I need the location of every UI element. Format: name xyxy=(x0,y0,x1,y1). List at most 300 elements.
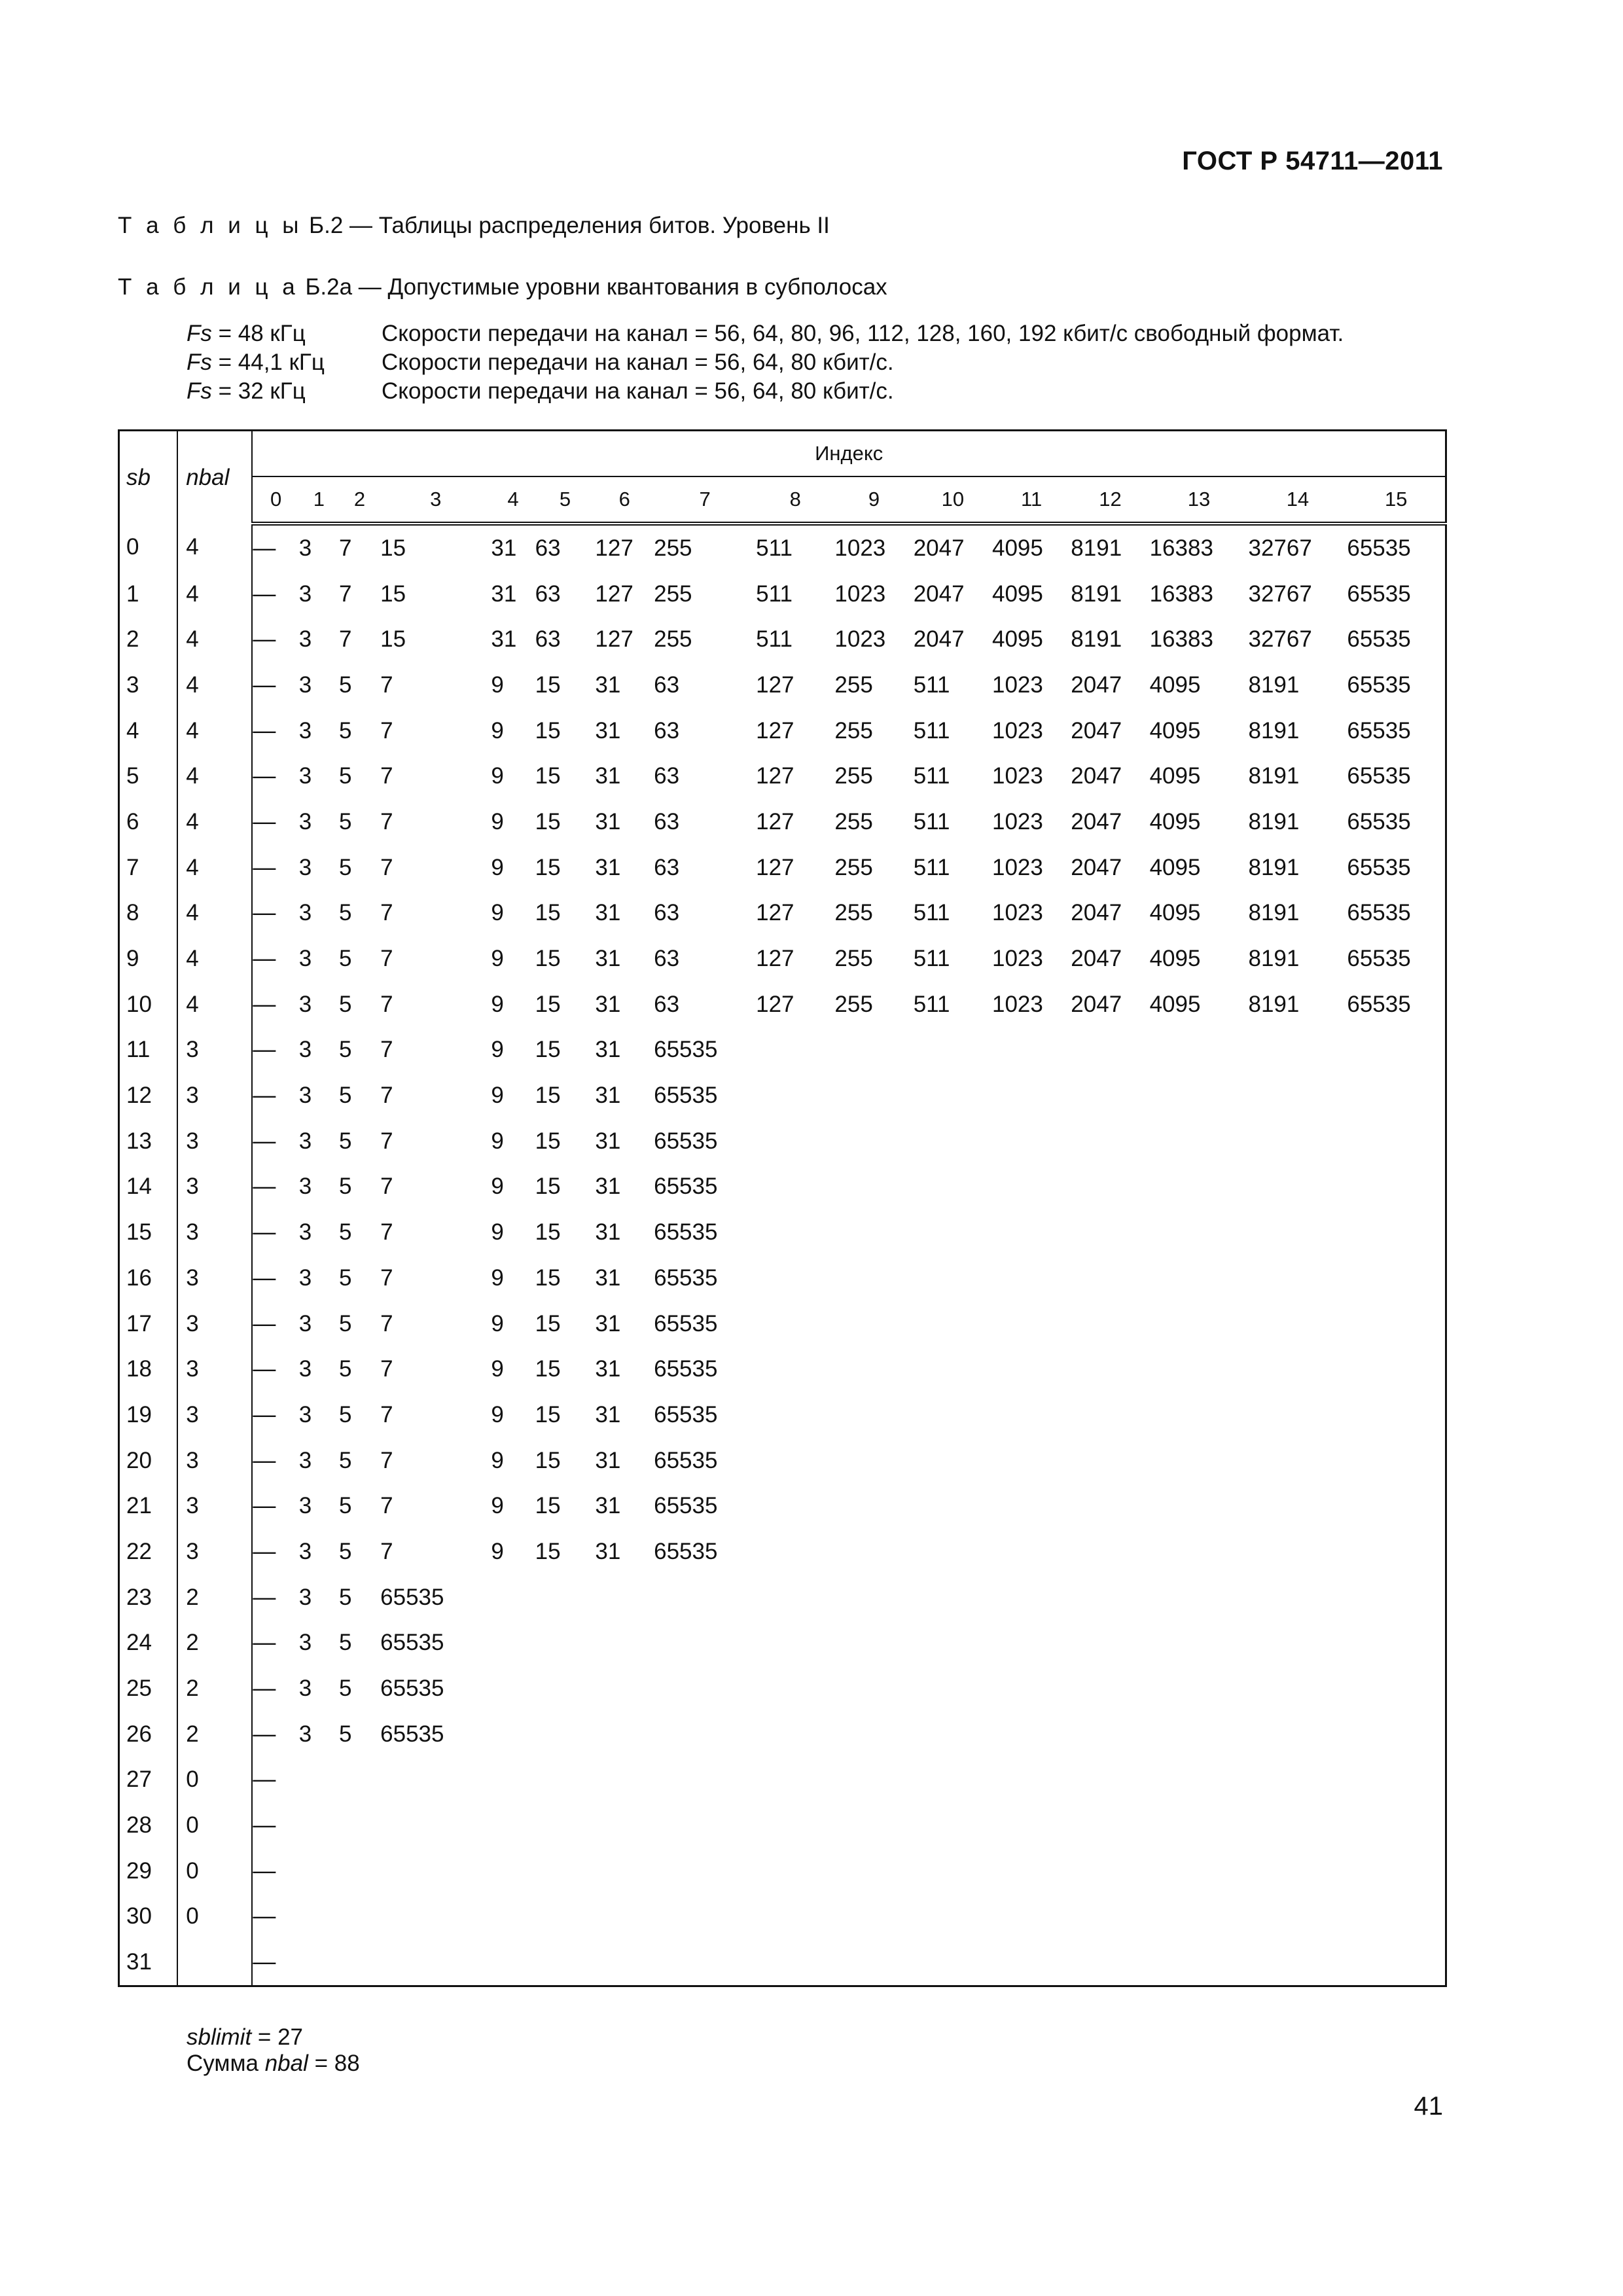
quant-level-cell: 63 xyxy=(654,672,680,698)
quant-level-cell: 511 xyxy=(913,991,950,1017)
quant-level-cell: 1023 xyxy=(834,535,886,561)
nbal-cell: 3 xyxy=(177,1301,252,1347)
quant-level-cell xyxy=(1071,1894,1149,1940)
index-col-header: 8 xyxy=(756,476,834,524)
quant-level-cell: 65535 xyxy=(1347,854,1411,880)
table-row xyxy=(119,1803,1446,1848)
nbal-cell: 4 xyxy=(177,662,252,708)
quant-level-cell xyxy=(654,1757,756,1803)
index-col-header: 15 xyxy=(1347,476,1446,524)
quant-level-cell xyxy=(756,1392,834,1438)
quant-level-cell: 31 xyxy=(595,1128,621,1154)
index-col-header: 2 xyxy=(339,476,380,524)
quant-level-cell: — xyxy=(253,1310,276,1336)
quant-level-cell: 8191 xyxy=(1248,854,1300,880)
quant-level-cell xyxy=(491,1939,535,1986)
quant-level-cell: 5 xyxy=(338,1265,352,1291)
quant-level-cell: 5 xyxy=(338,946,352,972)
quant-level-cell: 15 xyxy=(380,535,406,561)
quant-level-cell: 31 xyxy=(595,1265,621,1291)
index-col-header: 13 xyxy=(1150,476,1249,524)
quant-level-cell: 65535 xyxy=(1347,626,1411,653)
sb-cell: 9 xyxy=(119,936,178,982)
quant-level-cell: 7 xyxy=(380,1174,393,1200)
quant-level-cell: 7 xyxy=(380,1447,393,1473)
sblimit-symbol: sblimit xyxy=(187,2024,252,2050)
quant-level-cell: 127 xyxy=(756,946,794,972)
quant-level-cell: 9 xyxy=(491,763,504,789)
quant-level-cell: 15 xyxy=(535,1538,561,1564)
quant-level-cell: 8191 xyxy=(1248,808,1300,834)
quant-level-cell: 3 xyxy=(298,900,312,926)
quant-level-cell: 2047 xyxy=(1071,854,1122,880)
quant-level-cell xyxy=(1347,1346,1446,1392)
quant-level-cell: 31 xyxy=(595,1493,621,1519)
quant-level-cell xyxy=(1071,1346,1149,1392)
quant-level-cell: 4095 xyxy=(1149,991,1201,1017)
quant-level-cell xyxy=(1347,1803,1446,1848)
fs-symbol: Fs xyxy=(187,350,212,375)
quant-level-cell xyxy=(1347,1119,1446,1164)
quant-level-cell xyxy=(1248,1255,1347,1301)
quant-level-cell: 7 xyxy=(380,717,393,744)
quant-level-cell: 5 xyxy=(338,672,352,698)
quant-level-cell xyxy=(491,1666,535,1712)
quant-level-cell: 1023 xyxy=(992,717,1043,744)
quant-level-cell xyxy=(299,1757,339,1803)
quant-level-cell: 9 xyxy=(491,1310,504,1336)
table-row xyxy=(119,1848,1446,1894)
quant-level-cell xyxy=(1347,1073,1446,1119)
quant-level-cell: 3 xyxy=(298,1721,312,1747)
quant-level-cell: 1023 xyxy=(992,808,1043,834)
quant-level-cell xyxy=(992,1164,1071,1210)
quant-level-cell xyxy=(595,1712,654,1757)
sb-cell: 16 xyxy=(119,1255,178,1301)
quant-level-cell: 15 xyxy=(380,626,406,653)
quant-level-cell xyxy=(1347,1621,1446,1666)
quant-level-cell: 4095 xyxy=(1149,763,1201,789)
quant-level-cell: 8191 xyxy=(1248,717,1300,744)
quant-level-cell xyxy=(992,1119,1071,1164)
sb-cell: 1 xyxy=(119,571,178,617)
quant-level-cell xyxy=(834,1119,913,1164)
bitrate-text: Скорости передачи на канал = 56, 64, 80 кбит/с. xyxy=(382,350,894,375)
nbal-cell: 3 xyxy=(177,1438,252,1484)
sb-cell: 6 xyxy=(119,799,178,845)
quant-level-cell: 2047 xyxy=(1071,900,1122,926)
nbal-cell: 3 xyxy=(177,1164,252,1210)
quant-level-cell xyxy=(535,1757,596,1803)
sb-cell: 26 xyxy=(119,1712,178,1757)
quant-level-cell xyxy=(1071,1712,1149,1757)
quant-level-cell: 7 xyxy=(380,1310,393,1336)
quant-level-cell xyxy=(1150,1210,1249,1255)
quant-level-cell: 8191 xyxy=(1248,672,1300,698)
quant-level-cell: — xyxy=(253,1401,276,1427)
quant-level-cell: 15 xyxy=(535,1174,561,1200)
quant-level-cell: 31 xyxy=(491,581,517,607)
quant-level-cell xyxy=(1248,1621,1347,1666)
quant-level-cell xyxy=(1248,1210,1347,1255)
quant-level-cell: 5 xyxy=(338,1401,352,1427)
quant-level-cell: 5 xyxy=(338,717,352,744)
quant-level-cell: 1023 xyxy=(992,672,1043,698)
quant-level-cell xyxy=(992,1848,1071,1894)
quant-level-cell xyxy=(339,1848,380,1894)
quant-level-cell: 3 xyxy=(298,1538,312,1564)
quant-level-cell xyxy=(756,1757,834,1803)
quant-level-cell xyxy=(1347,1483,1446,1529)
quant-level-cell: 255 xyxy=(834,763,873,789)
sampling-rate-line xyxy=(187,319,1344,348)
table-row xyxy=(119,708,1446,754)
quant-level-cell: 3 xyxy=(298,1447,312,1473)
quant-level-cell: 63 xyxy=(654,854,680,880)
quant-level-cell: 4095 xyxy=(1149,672,1201,698)
sb-cell: 14 xyxy=(119,1164,178,1210)
quant-level-cell: 1023 xyxy=(992,900,1043,926)
quant-level-cell: 255 xyxy=(834,991,873,1017)
sb-cell: 23 xyxy=(119,1575,178,1621)
nbal-cell: 2 xyxy=(177,1712,252,1757)
nbal-cell: 0 xyxy=(177,1894,252,1940)
quant-level-cell xyxy=(1150,1621,1249,1666)
quant-level-cell: 15 xyxy=(535,763,561,789)
quant-level-cell xyxy=(535,1666,596,1712)
quant-level-cell xyxy=(756,1438,834,1484)
quant-level-cell: 65535 xyxy=(380,1721,444,1747)
quant-level-cell: 2047 xyxy=(913,581,965,607)
quant-level-cell: 15 xyxy=(535,1265,561,1291)
quant-level-cell xyxy=(834,1483,913,1529)
quant-level-cell: 3 xyxy=(298,1265,312,1291)
quant-level-cell xyxy=(1248,1028,1347,1073)
nbal-cell: 4 xyxy=(177,708,252,754)
quant-level-cell: 65535 xyxy=(380,1584,444,1610)
quant-level-cell: 32767 xyxy=(1248,626,1312,653)
quant-level-cell: 15 xyxy=(535,1493,561,1519)
quant-level-cell xyxy=(834,1438,913,1484)
table-row xyxy=(119,1894,1446,1940)
fs-value: = 32 кГц xyxy=(211,378,306,404)
quant-level-cell xyxy=(756,1848,834,1894)
quant-level-cell: 32767 xyxy=(1248,535,1312,561)
quant-level-cell: 7 xyxy=(380,1128,393,1154)
quant-level-cell: 511 xyxy=(913,900,950,926)
quant-level-cell xyxy=(1071,1255,1149,1301)
quant-level-cell: 65535 xyxy=(654,1310,718,1336)
quant-level-cell: 7 xyxy=(380,1037,393,1063)
quant-level-cell: 31 xyxy=(595,991,621,1017)
quant-level-cell: 15 xyxy=(535,1219,561,1246)
quant-level-cell: 8191 xyxy=(1248,991,1300,1017)
quant-level-cell xyxy=(299,1939,339,1986)
quant-level-cell xyxy=(1071,1119,1149,1164)
quant-level-cell: 3 xyxy=(298,1584,312,1610)
quant-level-cell xyxy=(834,1301,913,1347)
index-numbers-row xyxy=(119,476,1446,524)
table-row xyxy=(119,1346,1446,1392)
quant-level-cell: 9 xyxy=(491,1219,504,1246)
quant-level-cell xyxy=(1071,1073,1149,1119)
quant-level-cell: 1023 xyxy=(992,763,1043,789)
quant-level-cell: 65535 xyxy=(654,1493,718,1519)
quant-level-cell: 4095 xyxy=(1149,854,1201,880)
quant-level-cell: 7 xyxy=(338,535,352,561)
quant-level-cell: 7 xyxy=(380,900,393,926)
quant-level-cell xyxy=(1347,1894,1446,1940)
quant-level-cell xyxy=(756,1529,834,1575)
quant-level-cell xyxy=(756,1164,834,1210)
bitrate-text: Скорости передачи на канал = 56, 64, 80, 96, 112, 128, 160, 192 кбит/с свободный формат. xyxy=(382,321,1344,346)
quant-level-cell: 15 xyxy=(535,808,561,834)
quant-level-cell xyxy=(380,1848,491,1894)
quant-level-cell xyxy=(914,1164,992,1210)
table-row xyxy=(119,1028,1446,1073)
quant-level-cell: — xyxy=(253,1083,276,1109)
quant-level-cell: 63 xyxy=(654,991,680,1017)
quant-level-cell xyxy=(756,1483,834,1529)
quant-level-cell: 32767 xyxy=(1248,581,1312,607)
quant-level-cell: 7 xyxy=(380,1401,393,1427)
quant-level-cell: 3 xyxy=(298,1676,312,1702)
nbal-cell: 2 xyxy=(177,1666,252,1712)
sb-cell: 22 xyxy=(119,1529,178,1575)
quant-level-cell: 31 xyxy=(595,1037,621,1063)
quant-level-cell: 9 xyxy=(491,672,504,698)
quant-level-cell xyxy=(992,1073,1071,1119)
table-row xyxy=(119,1529,1446,1575)
quant-level-cell: 5 xyxy=(338,1630,352,1656)
index-col-header: 0 xyxy=(252,476,298,524)
quant-level-cell: — xyxy=(253,1219,276,1246)
quant-level-cell xyxy=(992,1757,1071,1803)
sb-cell: 28 xyxy=(119,1803,178,1848)
nbal-cell: 4 xyxy=(177,845,252,891)
quant-level-cell xyxy=(756,1255,834,1301)
quant-level-cell xyxy=(299,1848,339,1894)
quant-level-cell xyxy=(756,1301,834,1347)
quant-level-cell xyxy=(654,1712,756,1757)
quant-level-cell: 9 xyxy=(491,1128,504,1154)
table-row xyxy=(119,845,1446,891)
sblimit-value: = 27 xyxy=(251,2024,304,2050)
quant-level-cell xyxy=(992,1392,1071,1438)
quant-level-cell xyxy=(1248,1483,1347,1529)
quant-level-cell: 16383 xyxy=(1149,535,1213,561)
table-row xyxy=(119,1757,1446,1803)
quant-level-cell xyxy=(1347,1028,1446,1073)
quant-level-cell xyxy=(1150,1757,1249,1803)
quant-level-cell: 3 xyxy=(298,763,312,789)
quant-level-cell xyxy=(914,1939,992,1986)
quant-level-cell: 7 xyxy=(380,1265,393,1291)
quant-level-cell: 127 xyxy=(595,626,633,653)
quant-level-cell: — xyxy=(253,1676,276,1702)
quant-level-cell xyxy=(992,1028,1071,1073)
quant-level-cell: 15 xyxy=(535,900,561,926)
quant-level-cell xyxy=(595,1621,654,1666)
quant-level-cell: 7 xyxy=(380,808,393,834)
quant-level-cell xyxy=(654,1621,756,1666)
quant-level-cell: 511 xyxy=(756,581,793,607)
nbal-symbol: nbal xyxy=(264,2051,308,2076)
quant-level-cell xyxy=(834,1666,913,1712)
table-row xyxy=(119,1939,1446,1986)
quant-level-cell: 4095 xyxy=(1149,946,1201,972)
table-body xyxy=(119,524,1446,1986)
quant-level-cell: — xyxy=(253,1949,276,1975)
quant-level-cell: 5 xyxy=(338,991,352,1017)
quant-level-cell xyxy=(1150,1028,1249,1073)
quant-level-cell: 127 xyxy=(756,763,794,789)
quant-level-cell xyxy=(535,1621,596,1666)
quant-level-cell: 3 xyxy=(298,717,312,744)
quant-level-cell: 63 xyxy=(535,581,561,607)
quant-level-cell xyxy=(992,1575,1071,1621)
quant-level-cell xyxy=(834,1255,913,1301)
quant-level-cell: 4095 xyxy=(1149,900,1201,926)
quant-level-cell: 31 xyxy=(595,900,621,926)
quant-level-cell xyxy=(756,1575,834,1621)
sampling-rate-line xyxy=(187,377,1344,406)
nbal-cell: 3 xyxy=(177,1073,252,1119)
quant-level-cell xyxy=(834,1803,913,1848)
quant-level-cell: 65535 xyxy=(380,1630,444,1656)
quant-level-cell xyxy=(1347,1529,1446,1575)
quant-level-cell xyxy=(1071,1575,1149,1621)
quant-level-cell xyxy=(914,1119,992,1164)
quant-level-cell xyxy=(1248,1529,1347,1575)
quant-level-cell: — xyxy=(253,1630,276,1656)
quant-level-cell xyxy=(1248,1803,1347,1848)
quant-level-cell: 65535 xyxy=(654,1401,718,1427)
index-col-header: 4 xyxy=(491,476,535,524)
table-row xyxy=(119,982,1446,1028)
sampling-rate xyxy=(187,377,382,406)
quant-level-cell xyxy=(595,1803,654,1848)
quant-level-cell xyxy=(595,1575,654,1621)
quant-level-cell xyxy=(1150,1073,1249,1119)
quant-level-cell xyxy=(1248,1301,1347,1347)
quant-level-cell xyxy=(914,1575,992,1621)
nbal-cell: 3 xyxy=(177,1483,252,1529)
tables-caption-text: Б.2 — Таблицы распределения битов. Уровень II xyxy=(302,213,830,238)
quant-level-cell xyxy=(1347,1301,1446,1347)
quant-level-cell xyxy=(914,1666,992,1712)
quant-level-cell xyxy=(299,1894,339,1940)
quant-level-cell xyxy=(1071,1939,1149,1986)
nbal-cell: 4 xyxy=(177,936,252,982)
nbal-cell: 3 xyxy=(177,1346,252,1392)
quant-level-cell: 3 xyxy=(298,946,312,972)
quant-level-cell: 65535 xyxy=(654,1447,718,1473)
nbal-cell: 0 xyxy=(177,1848,252,1894)
quant-level-cell: 511 xyxy=(913,946,950,972)
quant-level-cell: 65535 xyxy=(654,1219,718,1246)
quant-level-cell xyxy=(1150,1483,1249,1529)
quant-level-cell xyxy=(992,1210,1071,1255)
quant-level-cell: 5 xyxy=(338,1037,352,1063)
quant-level-cell xyxy=(992,1346,1071,1392)
nbal-cell: 4 xyxy=(177,891,252,937)
quant-level-cell: 2047 xyxy=(1071,717,1122,744)
quant-level-cell: 3 xyxy=(298,1037,312,1063)
quant-level-cell xyxy=(756,1939,834,1986)
quant-level-cell xyxy=(491,1712,535,1757)
quant-level-cell: 255 xyxy=(654,535,692,561)
quant-level-cell: 63 xyxy=(654,717,680,744)
table-row xyxy=(119,1712,1446,1757)
quant-level-cell: 511 xyxy=(913,717,950,744)
quant-level-cell: 5 xyxy=(338,1219,352,1246)
quant-level-cell xyxy=(914,1028,992,1073)
quant-level-cell: 8191 xyxy=(1248,900,1300,926)
quant-level-cell xyxy=(992,1301,1071,1347)
quant-level-cell: 2047 xyxy=(913,535,965,561)
quant-level-cell: 15 xyxy=(535,1447,561,1473)
quant-level-cell xyxy=(1150,1119,1249,1164)
quant-level-cell xyxy=(1248,1848,1347,1894)
quant-level-cell xyxy=(834,1529,913,1575)
quant-level-cell: 65535 xyxy=(654,1083,718,1109)
nbal-cell: 3 xyxy=(177,1119,252,1164)
nbal-cell: 3 xyxy=(177,1028,252,1073)
quant-level-cell xyxy=(1248,1164,1347,1210)
quant-level-cell: 8191 xyxy=(1248,763,1300,789)
sb-cell: 11 xyxy=(119,1028,178,1073)
table-row xyxy=(119,662,1446,708)
quant-level-cell: 5 xyxy=(338,1174,352,1200)
sb-cell: 5 xyxy=(119,753,178,799)
quant-level-cell: 2047 xyxy=(1071,808,1122,834)
quant-level-cell: 7 xyxy=(380,1493,393,1519)
page-number: 41 xyxy=(1414,2092,1443,2121)
table-row xyxy=(119,1301,1446,1347)
quant-level-cell xyxy=(1347,1939,1446,1986)
quant-level-cell xyxy=(834,1346,913,1392)
quant-level-cell: — xyxy=(253,1538,276,1564)
nbal-cell: 2 xyxy=(177,1621,252,1666)
quant-level-cell: 9 xyxy=(491,1356,504,1382)
quant-level-cell xyxy=(339,1939,380,1986)
quant-level-cell xyxy=(1071,1529,1149,1575)
quant-level-cell xyxy=(992,1621,1071,1666)
quant-level-cell: 65535 xyxy=(1347,808,1411,834)
quant-level-cell xyxy=(1150,1301,1249,1347)
quant-level-cell: 7 xyxy=(380,1083,393,1109)
quant-level-cell: 3 xyxy=(298,1401,312,1427)
table-row xyxy=(119,1575,1446,1621)
quant-level-cell xyxy=(834,1939,913,1986)
quant-level-cell xyxy=(595,1894,654,1940)
table-row xyxy=(119,1210,1446,1255)
quant-level-cell: 2047 xyxy=(1071,991,1122,1017)
quant-level-cell xyxy=(992,1803,1071,1848)
nbal-cell: 0 xyxy=(177,1757,252,1803)
quant-level-cell: — xyxy=(253,1812,276,1839)
quant-level-cell: 9 xyxy=(491,1447,504,1473)
quant-level-cell: 16383 xyxy=(1149,626,1213,653)
index-header: Индекс xyxy=(252,431,1446,477)
quant-level-cell xyxy=(1071,1164,1149,1210)
quant-level-cell xyxy=(1150,1255,1249,1301)
quant-level-cell xyxy=(1150,1666,1249,1712)
quant-level-cell: 15 xyxy=(535,946,561,972)
quant-level-cell xyxy=(756,1712,834,1757)
quant-level-cell xyxy=(654,1848,756,1894)
